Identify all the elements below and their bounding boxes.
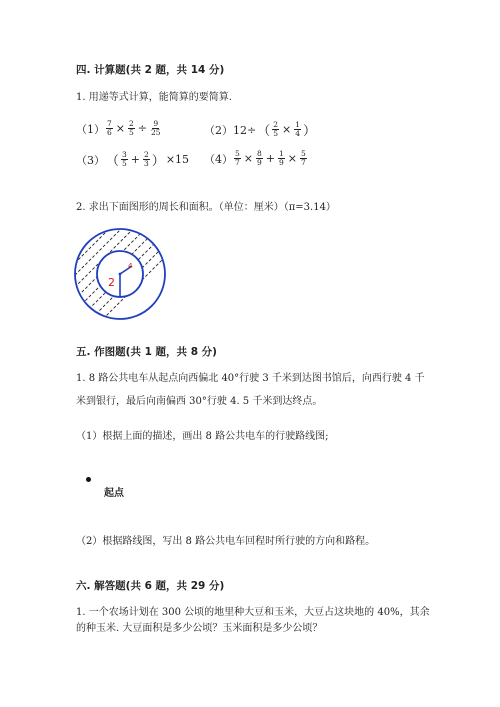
plus-sign: + (265, 152, 275, 165)
fraction-1-9: $\frac{1}{9}$ (279, 149, 284, 167)
fraction-5-7: $\frac{5}{7}$ (301, 149, 306, 167)
question-4-2-prompt: 2. 求出下面图形的周长和面积。（单位：厘米）（π=3.14） (76, 202, 336, 213)
fraction-2-5: $\frac{2}{5}$ (129, 119, 134, 137)
fraction-7-6: $\frac{7}{6}$ (107, 119, 112, 137)
expression-2 (204, 120, 317, 139)
times-fifteen: ×15 (165, 153, 190, 166)
question-5-1-sub-1: （1）根据上面的描述，画出 8 路公共电车的行驶路线图; (76, 431, 329, 442)
fraction-2-3: $\frac{2}{3}$ (144, 150, 149, 168)
question-6-1-line-2: 的种玉米. 大豆面积是多少公顷？玉米面积是多少公顷？ (76, 623, 323, 634)
times-sign: × (243, 152, 253, 165)
times-sign: × (282, 123, 292, 136)
section-5-title: 五. 作图题(共 1 题，共 8 分) (76, 346, 217, 358)
question-4-1-prompt: 1. 用递等式计算，能简算的要简算. (76, 92, 232, 103)
expression-1-label: （1） (76, 122, 105, 136)
expression-1 (76, 120, 163, 137)
fraction-2-5: $\frac{2}{5}$ (273, 120, 279, 138)
inner-radius-label: 2 (108, 276, 115, 289)
expression-4 (204, 150, 308, 167)
question-5-1-sub-2: （2）根据路线图，写出 8 路公共电车回程时所行驶的方向和路程。 (76, 536, 376, 547)
start-point-dot (86, 477, 91, 482)
fraction-5-7: $\frac{5}{7}$ (235, 149, 240, 167)
times-sign: × (287, 152, 297, 165)
left-paren: （ (257, 124, 271, 139)
divide-sign: ÷ (137, 122, 147, 135)
plus-sign: + (130, 153, 141, 166)
fraction-3-5: $\frac{3}{5}$ (122, 150, 127, 168)
section-4-title: 四. 计算题(共 2 题，共 14 分) (76, 64, 225, 76)
left-paren: （ (106, 154, 120, 169)
times-sign: × (115, 122, 125, 135)
annulus-figure (70, 224, 170, 324)
section-6-title: 六. 解答题(共 6 题，共 29 分) (76, 580, 225, 592)
outer-radius-label: 4 (128, 262, 133, 270)
question-5-1-line-1: 1. 8 路公共电车从起点向西偏北 40°行驶 3 千米到达图书馆后，向西行驶 4 千 (76, 373, 425, 384)
expression-4-label: （4） (204, 152, 233, 166)
right-paren: ） (151, 154, 165, 169)
expression-3-label: （3） (76, 153, 105, 167)
fraction-9-25: $\frac{9}{25}$ (151, 119, 161, 137)
fraction-1-4: $\frac{1}{4}$ (295, 120, 301, 138)
right-paren: ） (303, 124, 317, 139)
question-5-1-line-2: 米到银行，最后向南偏西 30°行驶 4. 5 千米到达终点。 (76, 396, 323, 407)
start-label: 起点 (104, 488, 124, 499)
question-6-1-line-1: 1. 一个农场计划在 300 公顷的地里种大豆和玉米，大豆占这块地的 40%，其余 (76, 607, 430, 618)
center-point (119, 273, 122, 276)
expression-3 (76, 150, 189, 169)
expression-2-label: （2）12÷ (204, 123, 257, 137)
fraction-8-9: $\frac{8}{9}$ (257, 149, 262, 167)
